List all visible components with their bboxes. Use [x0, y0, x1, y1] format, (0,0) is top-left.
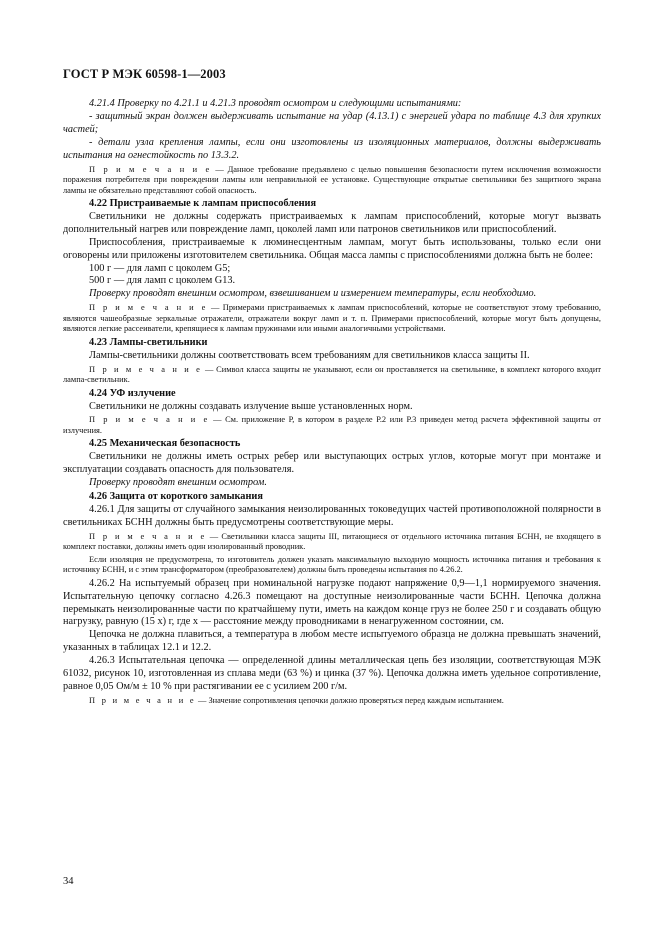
note-paragraph — [63, 415, 601, 436]
note-label: П р и м е ч а н и е — [89, 531, 207, 541]
paragraph — [63, 275, 601, 288]
paragraph-text: 4.26.1 Для защиты от случайного замыкания неизолированных токоведущих частей противоположной полярности в светильниках БСНН должны быть предусмотрены соответствующие меры. — [63, 503, 601, 528]
note-label: П р и м е ч а н и е — [89, 415, 210, 425]
paragraph-text: 4.24 УФ излучение — [89, 387, 176, 399]
paragraph-text: Приспособления, пристраиваемые к люминесцентным лампам, могут быть использованы, только если они оговорены или приложены изготовителем светильника. Общая масса лампы с приспособлениями должна быть не более: — [63, 236, 601, 261]
paragraph-text: 4.21.4 Проверку по 4.21.1 и 4.21.3 проводят осмотром и следующими испытаниями: — [89, 98, 462, 109]
paragraph-text: 100 г — для ламп с цоколем G5; — [89, 262, 231, 274]
paragraph-text: 4.26.3 Испытательная цепочка — определенной длины металлическая цепь без изоляции, соответствующая МЭК 61032, рисунок 10, изготовленная из сплава меди (63 %) и цинка (37 %). Цепочка должна иметь удельное сопротивление, равное 0,05 Ом/м ± 10 % при растягивании ее с усилием 200 г/м. — [63, 655, 601, 692]
paragraph — [63, 477, 601, 490]
paragraph-text: — Значение сопротивления цепочки должно проверяться перед каждым испытанием. — [195, 695, 504, 705]
paragraph — [63, 578, 601, 630]
paragraph-text: Светильники не должны содержать пристраиваемых к лампам приспособлений, которые могут вызвать дополнительный нагрев или повреждение ламп, цоколей ламп или патронов светильников или приспособлений. — [63, 210, 601, 235]
note-label: П р и м е ч а н и е — [89, 364, 203, 374]
paragraph-text: - детали узла крепления лампы, если они изготовлены из изоляционных материалов, должны выдерживать испытания на огнестойкость по 13.3.2. — [63, 136, 601, 161]
section-heading — [63, 388, 601, 401]
paragraph-text: Светильники не должны создавать излучение выше установленных норм. — [89, 400, 413, 412]
paragraph-text: - защитный экран должен выдерживать испытание на удар (4.13.1) с энергией удара по таблице 4.3 для хрупких частей; — [63, 110, 601, 135]
paragraph-text: — Примерами пристраиваемых к лампам приспособлений, которые не соответствуют этому требованию, являются чашеобразные зеркальные отражатели, отражатели вокруг ламп и т. п. Примерами приспособлений, которые могут быть допущены, являются легкие рассеиватели, крепящиеся к лампам пружинами или иными аналогичными устройствами. — [63, 303, 602, 334]
section-heading — [63, 337, 601, 350]
note-label: П р и м е ч а н и е — [89, 695, 196, 705]
paragraph-text: Цепочка не должна плавиться, а температура в любом месте испытуемого образца не должна превышать значений, указанных в таблицах 12.1 и 12.2. — [63, 629, 601, 654]
section-heading — [63, 491, 601, 504]
note-paragraph — [63, 555, 601, 576]
paragraph-text: Если изоляция не предусмотрена, то изготовитель должен указать максимальную выходную мощность источника питания и требования к источнику БСНН, и с этим трансформатором (преобразователем) должны быть проведены испытания по 4.26.2. — [63, 554, 601, 575]
paragraph — [63, 655, 601, 694]
paragraph-text: 4.26.2 На испытуемый образец при номинальной нагрузке подают напряжение 0,9—1,1 нормируемого значения. Испытательную цепочку согласно 4.26.3 помещают на доступные неизолированные части БСНН. Цепочка должна перемыкать неизолированные части по кратчайшему пути, иметь на каждом конце груз не более 250 г и создавать общую нагрузку, равную (15 х) г, где х — расстояние между проводниками в ненагруженном состоянии, см. — [63, 577, 601, 628]
paragraph — [63, 263, 601, 276]
note-paragraph — [63, 532, 601, 553]
note-label: П р и м е ч а н и е — [89, 303, 208, 313]
section-heading — [63, 438, 601, 451]
paragraph-text: — Символ класса защиты не указывают, если он проставляется на светильнике, в комплект которого входит лампа-светильник. — [63, 364, 602, 385]
paragraph-text: 4.22 Пристраиваемые к лампам приспособления — [89, 198, 317, 210]
page-content — [63, 98, 601, 708]
paragraph — [63, 504, 601, 530]
note-paragraph — [63, 696, 601, 707]
page-number: 34 — [63, 876, 74, 887]
paragraph — [63, 401, 601, 414]
paragraph — [63, 350, 601, 363]
note-paragraph — [63, 303, 601, 335]
paragraph — [63, 288, 601, 301]
paragraph-text: — Светильники класса защиты III, питающиеся от отдельного источника питания БСНН, не входящего в комплект поставки, должны иметь один изолированный проводник. — [63, 531, 602, 552]
paragraph — [63, 98, 601, 111]
paragraph-text: 500 г — для ламп с цоколем G13. — [89, 275, 236, 287]
paragraph — [63, 137, 601, 163]
paragraph — [63, 237, 601, 263]
paragraph — [63, 629, 601, 655]
paragraph-text: 4.26 Защита от короткого замыкания — [89, 491, 263, 503]
paragraph-text: Светильники не должны иметь острых ребер или выступающих острых углов, которые могут при монтаже и эксплуатации создавать опасность для пользователя. — [63, 451, 601, 476]
paragraph — [63, 111, 601, 137]
paragraph-text: Лампы-светильники должны соответствовать всем требованиям для светильников класса защиты II. — [89, 349, 530, 361]
running-header: ГОСТ Р МЭК 60598-1—2003 — [63, 67, 226, 81]
paragraph-text: Проверку проводят внешним осмотром. — [89, 477, 267, 489]
note-paragraph — [63, 165, 601, 197]
paragraph-text: 4.25 Механическая безопасность — [89, 438, 241, 450]
paragraph-text: Проверку проводят внешним осмотром, взвешиванием и измерением температуры, если необходимо. — [89, 288, 537, 300]
paragraph-text: — Данное требование предъявлено с целью повышения безопасности путем исключения возможности поражения потребителя при повреждении лампы или неправильной ее установке. Существующие открытые светильники без защитного экрана лампы не обязательно представляют собой опасность. — [63, 164, 601, 195]
paragraph — [63, 211, 601, 237]
note-label: П р и м е ч а н и е — [89, 164, 212, 174]
paragraph — [63, 451, 601, 477]
section-heading — [63, 198, 601, 211]
note-paragraph — [63, 365, 601, 386]
paragraph-text: — См. приложение Р, в котором в разделе Р.2 или Р.3 приведен метод расчета эффективной защиты от излучения. — [63, 415, 601, 435]
paragraph-text: 4.23 Лампы-светильники — [89, 336, 208, 348]
